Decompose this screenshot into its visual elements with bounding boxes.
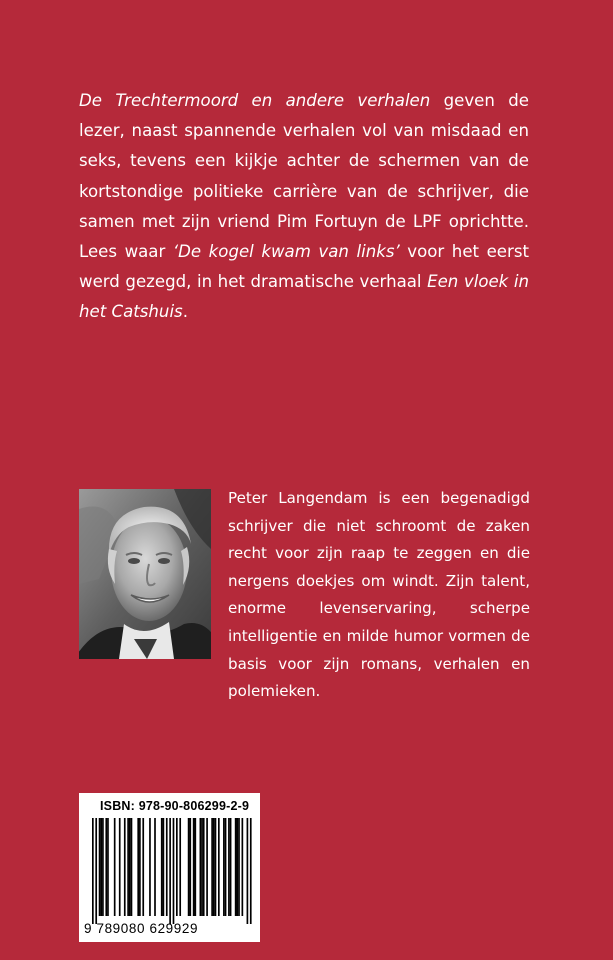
barcode-bar — [211, 818, 213, 916]
barcode-bar — [154, 818, 156, 916]
barcode-bar — [247, 818, 249, 924]
barcode-bar — [99, 818, 101, 916]
barcode-bar — [223, 818, 225, 916]
barcode-bar — [176, 818, 178, 916]
barcode-bar — [92, 818, 94, 924]
barcode-bar — [194, 818, 196, 916]
barcode-bar — [213, 818, 215, 916]
ean-digits: 9 789080 629929 — [84, 921, 199, 936]
barcode-bar — [102, 818, 104, 916]
book-title: De Trechtermoord en andere verhalen — [79, 91, 431, 110]
barcode-bar — [242, 818, 244, 916]
barcode-bar — [236, 818, 238, 916]
barcode-bar — [215, 818, 217, 916]
barcode-bar — [235, 818, 237, 916]
barcode-bar — [189, 818, 191, 916]
barcode-bar — [218, 818, 220, 916]
barcode-bar — [105, 818, 107, 916]
barcode-bar — [179, 818, 181, 916]
barcode-bar — [139, 818, 141, 916]
blurb-end: . — [182, 302, 188, 322]
barcode-bars — [79, 793, 260, 942]
barcode-bar — [95, 818, 97, 924]
barcode-bar — [206, 818, 208, 916]
barcode-bar — [250, 818, 252, 924]
author-portrait-image — [79, 489, 211, 659]
barcode-bar — [193, 818, 195, 916]
author-photo — [79, 489, 211, 659]
barcode-bar — [225, 818, 227, 916]
blurb-text-1: geven de lezer, naast spannende verhalen vol van misdaad en seks, tevens een kijkje achter de schermen van de kortstondige politieke carrière van de schrijver, die samen met zijn vriend Pim Fortuyn de LPF oprichtte. Lees waar — [79, 91, 529, 262]
barcode-bar — [131, 818, 133, 916]
barcode-bar — [107, 818, 109, 916]
barcode-bar — [142, 818, 144, 916]
barcode-bar — [124, 818, 126, 916]
barcode-bar — [200, 818, 202, 916]
blurb-quote: ‘De kogel kwam van links’ — [172, 242, 400, 262]
barcode-bar — [161, 818, 163, 916]
barcode-bar — [149, 818, 151, 916]
barcode-bar — [173, 818, 175, 924]
barcode-bar — [163, 818, 165, 916]
barcode-bar — [230, 818, 232, 916]
barcode-bar — [169, 818, 171, 924]
barcode-bar — [100, 818, 102, 916]
barcode-bar — [228, 818, 230, 916]
barcode-bar — [188, 818, 190, 916]
barcode-bar — [203, 818, 205, 916]
barcode-bar — [114, 818, 116, 916]
story-title: Een vloek in het Catshuis — [79, 272, 529, 322]
author-bio: Peter Langendam is een begenadigd schrijver die niet schroomt de zaken recht voor zijn raap te zeggen en die nergens doekjes om windt. Zijn talent, enorme levenservaring, scherpe intelligentie en milde humor vormen de basis voor zijn romans, verhalen en polemieken. — [228, 489, 530, 701]
barcode-bar — [238, 818, 240, 916]
barcode-bar — [137, 818, 139, 916]
barcode-bar — [129, 818, 131, 916]
barcode-bar — [127, 818, 129, 916]
blurb-text-2: voor het eerst werd gezegd, in het dramatische verhaal — [79, 242, 529, 292]
back-cover-blurb — [79, 86, 529, 328]
barcode-bar — [166, 818, 168, 916]
barcode — [79, 793, 260, 942]
barcode-bar — [119, 818, 121, 916]
isbn-label: ISBN: 978-90-806299-2-9 — [100, 799, 250, 813]
barcode-bar — [201, 818, 203, 916]
